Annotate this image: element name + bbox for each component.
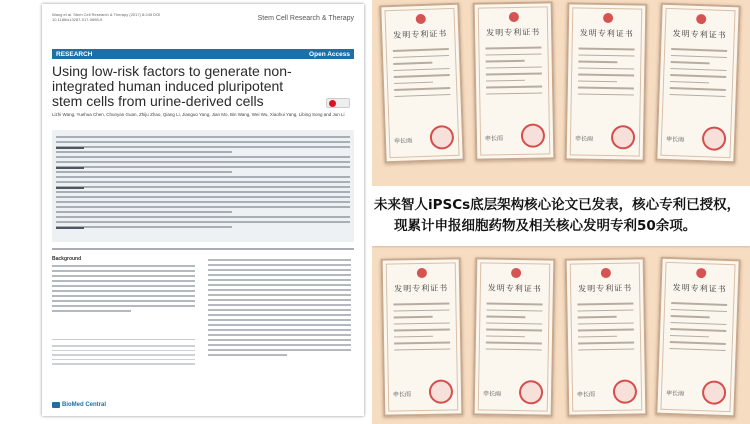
paper-running-head: Wang et al. Stem Cell Research & Therapy (2017) 8:245 DOI 10.1186/s13287-017-0698-9 [52,12,161,22]
banner-line-2: 现累计申报细胞药物及相关核心发明专利50余项。 [394,218,697,234]
paper-journal-name: Stem Cell Research & Therapy [257,15,354,22]
paper-abstract [52,130,354,242]
certificate-signature: 申长雨 [482,390,502,398]
banner-line-1: 未来智人iPSCs底层架构核心论文已发表，核心专利已授权， [374,197,741,213]
certificate-card [655,3,740,164]
certificate-title: 发明专利证书 [578,283,633,294]
certificate-title: 发明专利证书 [487,283,542,294]
certificate-signature: 申长雨 [392,391,412,399]
achievement-banner [372,186,750,246]
paper-page [42,4,364,416]
certificate-signature: 申长雨 [665,389,685,398]
certificate-card [565,2,648,161]
certificate-card [473,257,556,416]
certificate-title: 发明专利证书 [672,283,727,294]
paper-title: Using low-risk factors to generate non-integrated human induced pluripotent stem cells from urine-derived cells [52,63,292,109]
certificate-signature: 申长雨 [576,391,596,399]
paper-background-heading: Background [52,256,82,262]
paper-keywords [52,245,354,253]
certificate-signature: 申长雨 [393,137,413,146]
publisher-logo [52,402,106,408]
certificate-card [381,257,464,416]
paper-section-label: RESEARCH [56,50,93,58]
certificate-signature: 申长雨 [574,135,594,143]
certificate-signature: 申长雨 [665,135,685,144]
paper-footnote [52,339,195,368]
paper-column-right [208,256,351,386]
paper-section-bar [52,49,354,59]
publisher-name: BioMed Central [62,402,107,408]
certificate-card [565,257,648,416]
certificate-title: 发明专利证书 [579,28,634,39]
patent-certificates-panel [372,0,750,424]
paper-open-access-label: Open Access [309,50,350,58]
paper-authors: Lizhi Wang, Yuehua Chen, Chunyan Guan, Zhiju Zhao, Qiang Li, Jianguo Yang, Jian Mo, Bin Wang, Wei Wu, Xiaohui Yang, Libing Song and Jun Li [52,112,345,117]
certificate-title: 发明专利证书 [394,283,449,294]
certificate-card [655,257,740,418]
certificate-title: 发明专利证书 [486,27,541,38]
crossmark-icon [326,98,350,108]
certificate-title: 发明专利证书 [672,29,727,40]
biomed-central-icon [52,402,60,408]
certificate-signature: 申长雨 [484,135,504,143]
certificate-card [379,3,464,164]
certificate-card [473,1,556,160]
certificate-title: 发明专利证书 [393,29,448,40]
